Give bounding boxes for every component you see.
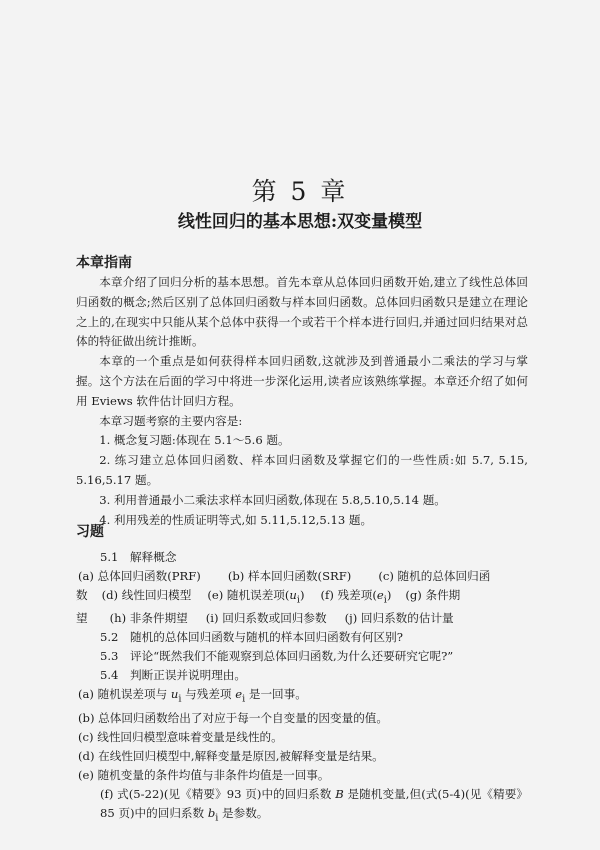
exercise-5-4-a: (a) 随机误差项与 $u_i$ 与残差项 $e_i$ 是一回事。: [78, 687, 307, 705]
exercise-5-2: 5.2 随机的总体回归函数与随机的样本回归函数有何区别?: [100, 630, 403, 645]
concept-i: (i) 回归系数或回归参数: [205, 611, 327, 626]
exercise-5-4-d: (d) 在线性回归模型中,解释变量是原因,被解释变量是结果。: [78, 748, 384, 763]
exercise-5-4-f: (f) 式(5-22)(见《精要》93 页)中的回归系数 B 是随机变量,但(式(5-4)(见《精要》85 页)中的回归系数 $b_i$ 是参数。: [100, 786, 528, 823]
exercise-5-4-b: (b) 总体回归函数给出了对应于每一个自变量的因变量的值。: [78, 710, 388, 725]
guide-paragraph-3: 本章习题考察的主要内容是:: [99, 413, 243, 428]
concept-g: (g) 条件期: [405, 588, 461, 602]
concept-c: (c) 随机的总体回归函: [378, 569, 491, 583]
guide-item-1: 1. 概念复习题:体现在 5.1～5.6 题。: [99, 433, 290, 448]
exercise-5-1-row-3: [76, 609, 528, 628]
exercise-5-4: 5.4 判断正误并说明理由。: [100, 668, 246, 683]
concept-a: (a) 总体回归函数(PRF): [78, 569, 201, 583]
exercises-heading: 习题: [76, 524, 104, 540]
chapter-guide: [76, 273, 528, 530]
concept-c-continued: 数: [76, 588, 88, 602]
guide-heading: 本章指南: [76, 255, 132, 271]
concept-d: (d) 线性回归模型: [101, 588, 192, 602]
concept-e: (e) 随机误差项$(u_i)$: [207, 588, 305, 606]
guide-item-3: 3. 利用普通最小二乘法求样本回归函数,体现在 5.8,5.10,5.14 题。: [99, 492, 446, 507]
chapter-number: 第 5 章: [251, 177, 349, 206]
guide-item-4: 4. 利用残差的性质证明等式,如 5.11,5.12,5.13 题。: [99, 512, 373, 527]
concept-b: (b) 样本回归函数(SRF): [227, 569, 352, 583]
exercise-5-1-row-1: [76, 567, 528, 586]
guide-paragraph-1: 本章介绍了回归分析的基本思想。首先本章从总体回归函数开始,建立了线性总体回归函数的概念;然后区别了总体回归函数与样本回归函数。总体回归函数只是建立在理论之上的,在现实中只能从某个总体中获得一个或若干个样本进行回归,并通过回归结果对总体的特征做出统计推断。: [76, 275, 528, 349]
guide-paragraph-2: 本章的一个重点是如何获得样本回归函数,这就涉及到普通最小二乘法的学习与掌握。这个方法在后面的学习中将进一步深化运用,读者应该熟练掌握。本章还介绍了如何用 Eviews 软件估计回归方程。: [76, 354, 528, 408]
concept-f: (f) 残差项$(e_i)$: [320, 588, 392, 606]
guide-item-2: 2. 练习建立总体回归函数、样本回归函数及掌握它们的一些性质:如 5.7, 5.15, 5.16,5.17 题。: [76, 453, 528, 487]
exercise-5-4-c: (c) 线性回归模型意味着变量是线性的。: [78, 729, 283, 744]
concept-g-continued: 望: [76, 611, 88, 626]
exercise-5-4-e: (e) 随机变量的条件均值与非条件均值是一回事。: [78, 767, 330, 782]
exercise-list: [76, 548, 528, 827]
exercise-5-1-row-2: [76, 586, 528, 609]
exercise-5-3: 5.3 评论“既然我们不能观察到总体回归函数,为什么还要研究它呢?”: [100, 649, 454, 664]
concept-j: (j) 回归系数的估计量: [344, 611, 454, 626]
concept-h: (h) 非条件期望: [109, 611, 188, 626]
chapter-title: 线性回归的基本思想:双变量模型: [177, 212, 423, 232]
exercise-5-1-title: 5.1 解释概念: [100, 550, 177, 564]
